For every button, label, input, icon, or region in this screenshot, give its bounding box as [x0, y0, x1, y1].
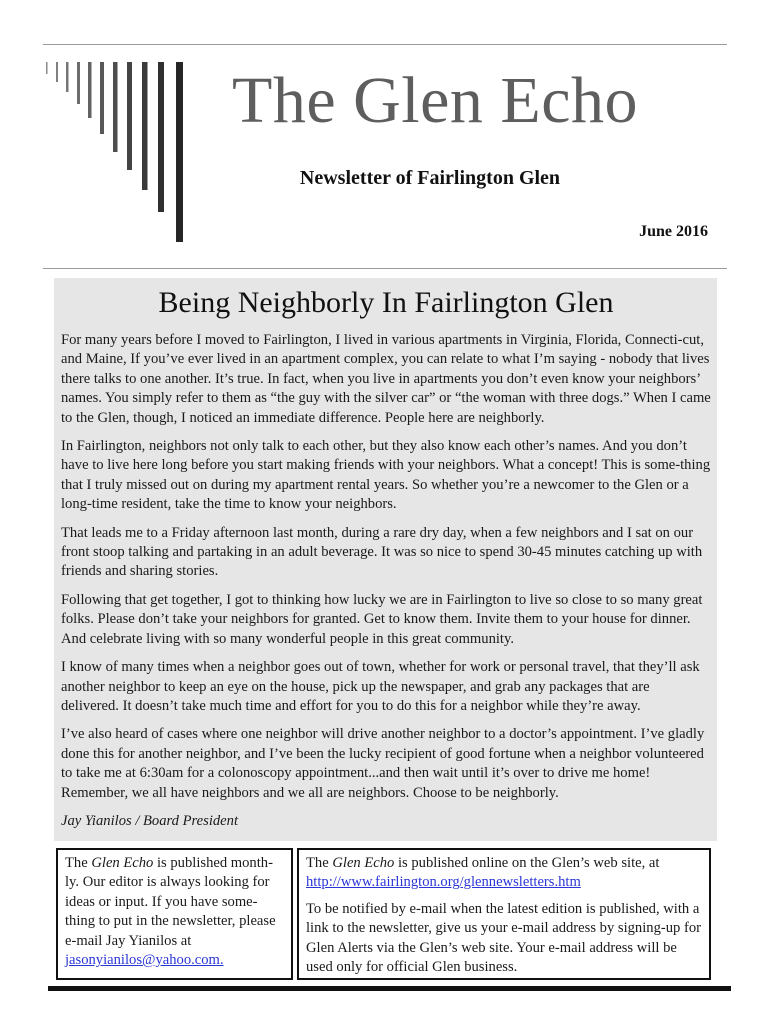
masthead-bar: [66, 62, 69, 92]
online-info-text: [306, 854, 702, 893]
email-signup-notice: To be notified by e-mail when the latest edition is published, with a link to the newsletter, give us your e-mail address by signing-up for Glen Alerts via the Glen’s web site. Your e-mail address will be used only for official Glen business.: [306, 900, 701, 976]
masthead-divider: [43, 268, 727, 269]
issue-date: June 2016: [639, 223, 708, 240]
masthead-bar: [77, 62, 80, 104]
publication-name: Glen Echo: [332, 855, 395, 871]
masthead-bars-graphic: [44, 62, 194, 244]
masthead-bar: [46, 62, 48, 74]
online-info-box: [297, 848, 711, 980]
newsletter-url-link[interactable]: http://www.fairlington.org/glennewsletters.htm: [306, 874, 581, 891]
online-info-body: is published online on the Glen’s web site, at: [394, 855, 660, 871]
article-byline: Jay Yianilos / Board President: [61, 812, 238, 829]
masthead-bar: [56, 62, 58, 82]
masthead-bar: [113, 62, 118, 152]
masthead-bar: [127, 62, 132, 170]
editor-info-intro: The: [65, 855, 92, 871]
top-rule: [43, 44, 727, 45]
article-paragraph: In Fairlington, neighbors not only talk to each other, but they also know each other’s names. And you don’t have to live here long before you start making friends with your neighbors. What a concept! This is some-thing that I truly missed out on during my apartment rental years. So whether you’re a newcomer to the Glen or a long-time resident, take the time to know your neighbors.: [61, 438, 711, 513]
article-headline: Being Neighborly In Fairlington Glen: [158, 286, 614, 319]
article-paragraph: Following that get together, I got to thinking how lucky we are in Fairlington to live so close to so many great folks. Please don’t take your neighbors for granted. Get to know them. Invite them to your house for dinner. And celebrate living with so many wonderful people in this great community.: [61, 591, 703, 647]
article-paragraph: I know of many times when a neighbor goes out of town, whether for work or personal travel, that they’ll ask another neighbor to keep an eye on the house, pick up the newspaper, and grab any packages that are delivered. It doesn’t take much time and effort for you to do this for a neighbor while they’re away.: [61, 659, 700, 714]
article-paragraph: For many years before I moved to Fairlington, I lived in various apartments in Virginia, Florida, Connecti-cut, and Maine, If you’ve ever lived in an apartment complex, you can relate to what I’m saying - nobody that lives there talks to one another. It’s true. In fact, when you live in apartments you don’t even know your neighbors’ names. You simply refer to them as “the guy with the silver car” or “the woman with three dogs.” When I came to the Glen, though, I noticed an immediate difference. People here are neighborly.: [61, 332, 711, 426]
editor-email-link[interactable]: jasonyianilos@yahoo.com.: [65, 952, 224, 969]
editor-info-box: [56, 848, 293, 980]
newsletter-subtitle: Newsletter of Fairlington Glen: [299, 167, 561, 189]
online-info-intro: The: [306, 855, 333, 871]
footer-rule: [48, 986, 731, 991]
article-paragraph: That leads me to a Friday afternoon last month, during a rare dry day, when a few neighbors and I sat on our front stoop talking and partaking in an adult beverage. It was so nice to spend 30-45 minutes catching up with friends and sharing stories.: [61, 524, 703, 580]
masthead-bar: [176, 62, 183, 242]
publication-name: Glen Echo: [91, 855, 154, 871]
article-panel: [54, 278, 717, 841]
newsletter-title: The Glen Echo: [232, 64, 639, 137]
editor-info-text: [65, 854, 284, 970]
article-paragraph: I’ve also heard of cases where one neighbor will drive another neighbor to a doctor’s appointment. I’ve gladly done this for another neighbor, and I’ve been the lucky recipient of good fortune when a neighbor volunteered to take me at 6:30am for a colonoscopy appointment...and then wait until it’s over to drive me home! Remember, we all have neighbors and we all are neighbors. Choose to be neighborly.: [61, 726, 705, 801]
editor-info-body: is published month-ly. Our editor is always looking for ideas or input. If you have some-thing to put in the newsletter, please e-mail Jay Yianilos at: [65, 855, 276, 949]
masthead-bar: [88, 62, 92, 118]
masthead-bar: [100, 62, 104, 134]
